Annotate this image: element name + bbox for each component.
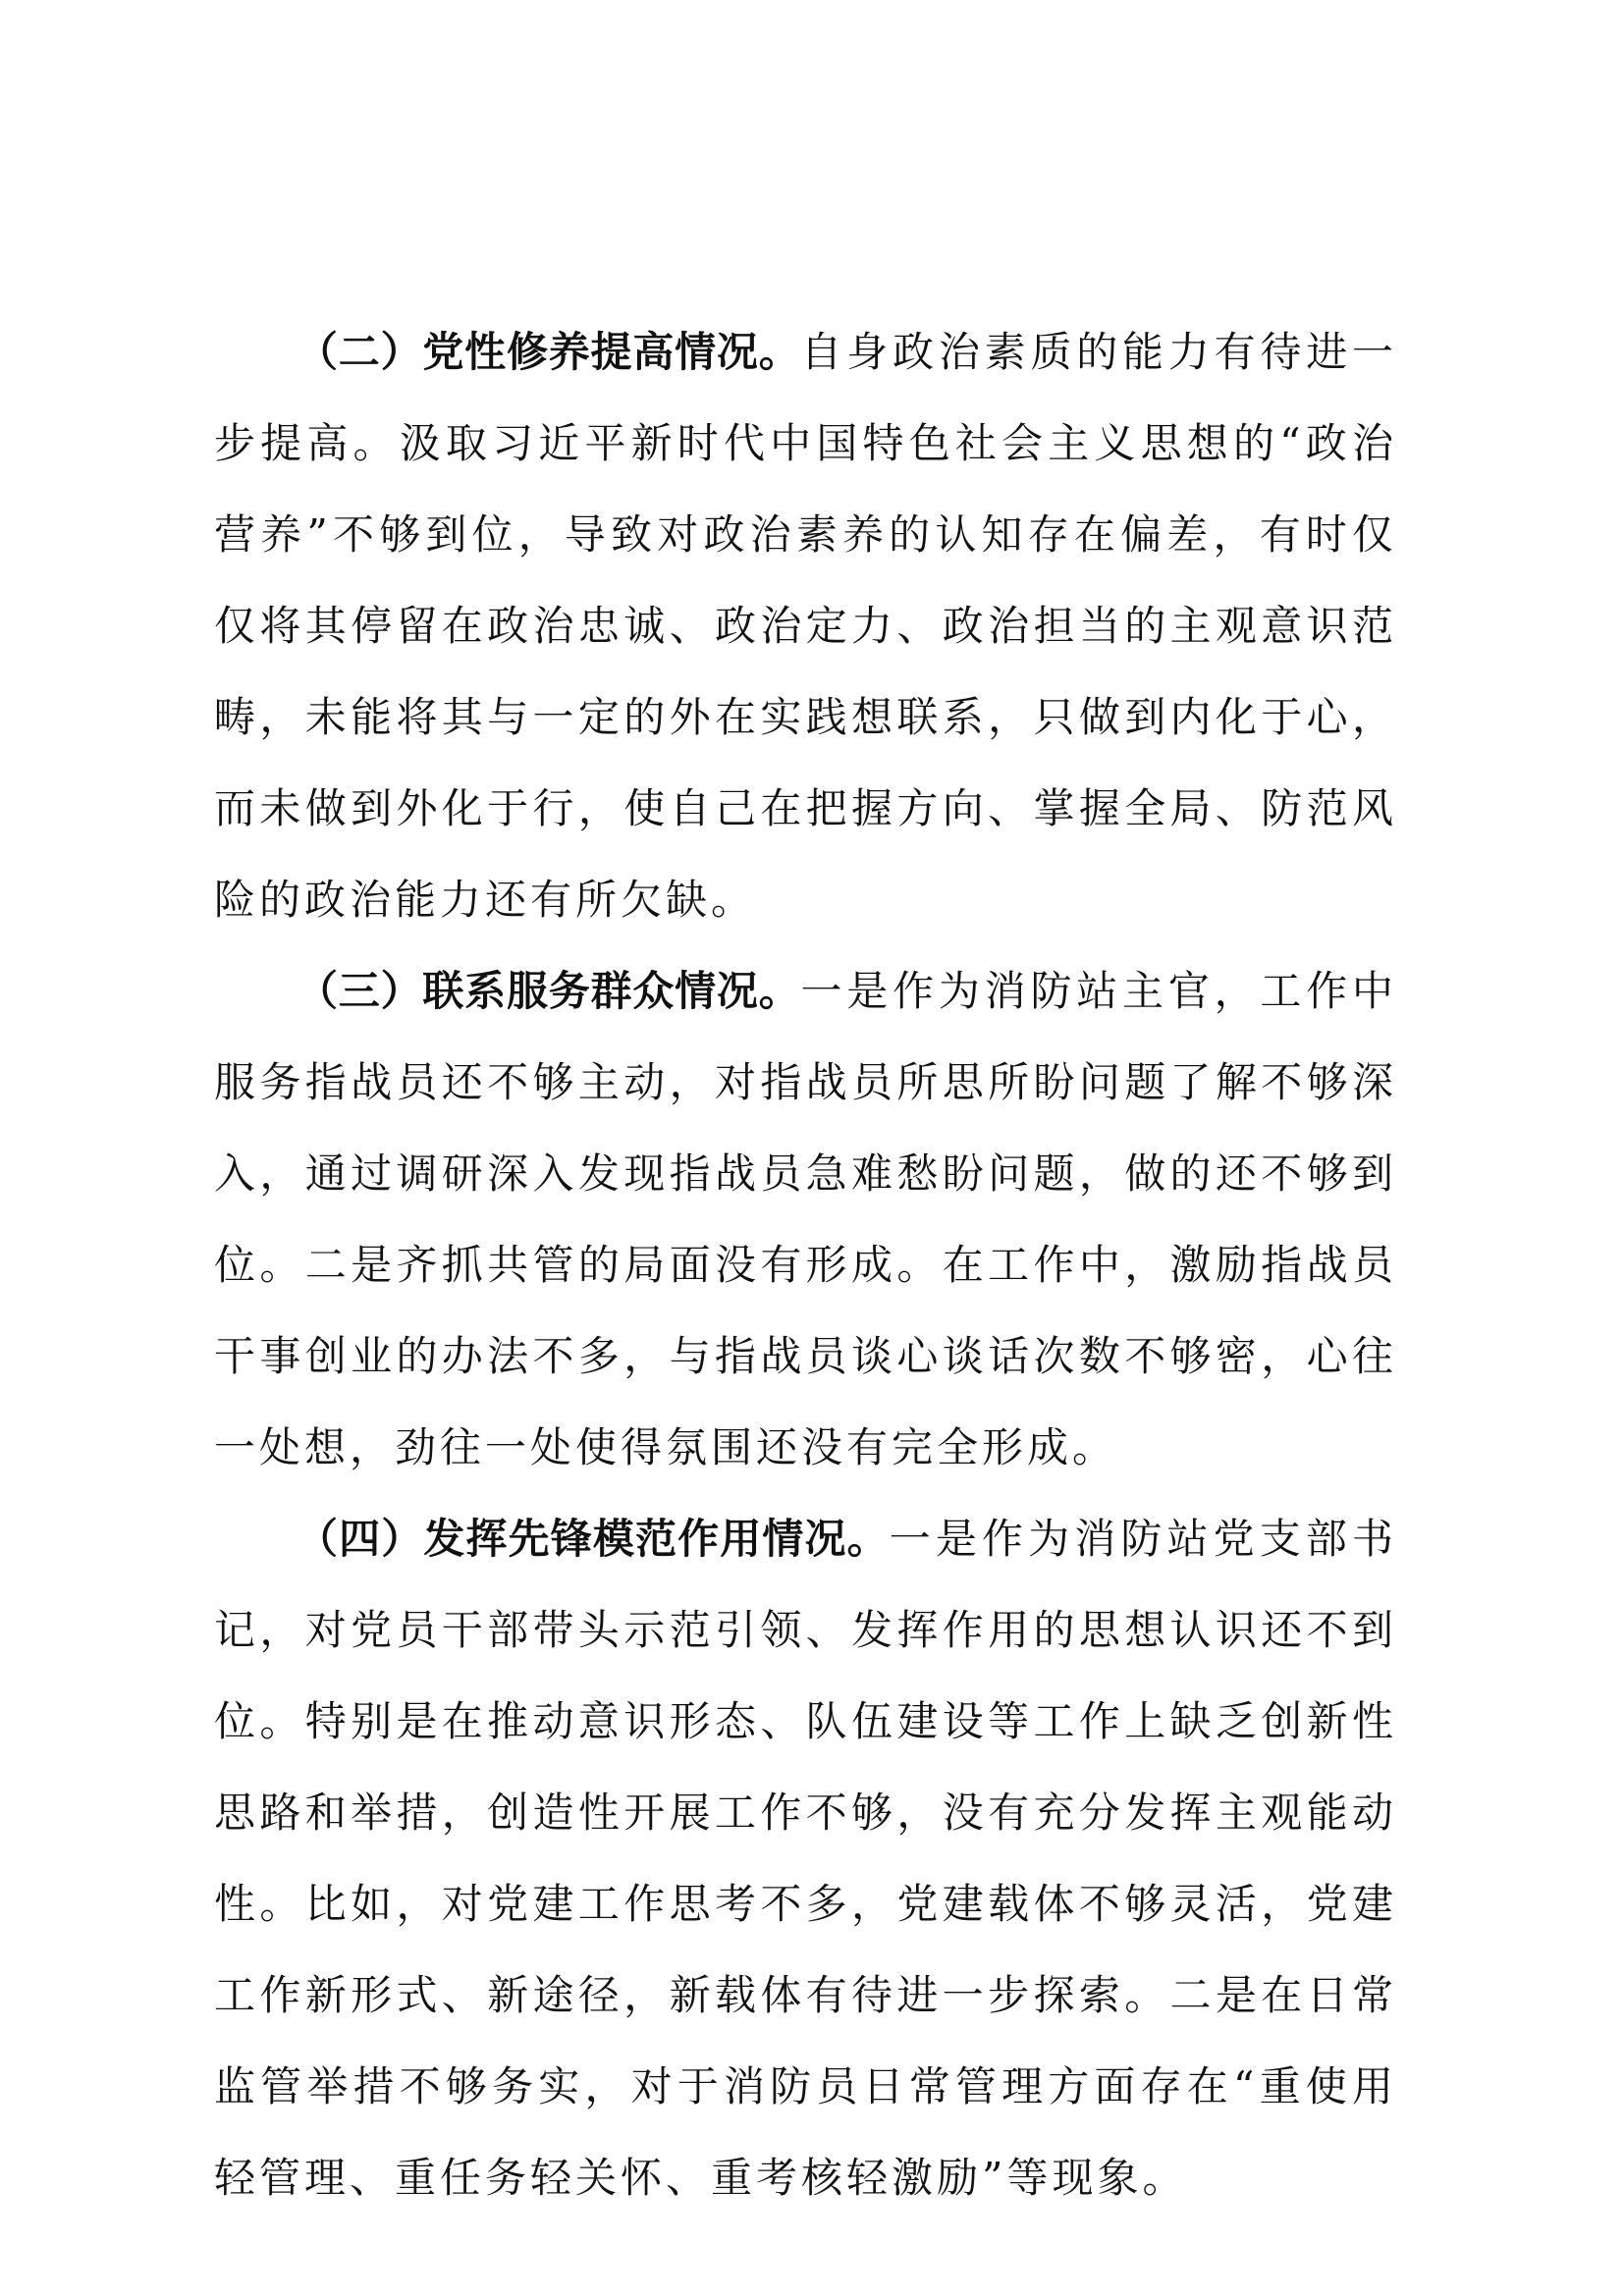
section-heading: （二）党性修养提高情况。 bbox=[297, 328, 801, 376]
section-heading: （三）联系服务群众情况。 bbox=[297, 967, 801, 1015]
paragraph-vanguard-role bbox=[214, 1493, 1397, 2223]
section-heading: （四）发挥先锋模范作用情况。 bbox=[297, 1515, 890, 1563]
paragraph-serving-masses bbox=[214, 945, 1397, 1493]
paragraph-party-spirit bbox=[214, 306, 1397, 945]
paragraph-text: 一是作为消防站党支部书记，对党员干部带头示范引领、发挥作用的思想认识还不到位。特别是在推动意识形态、队伍建设等工作上缺乏创新性思路和举措，创造性开展工作不够，没有充分发挥主观能动性。比如，对党建工作思考不多，党建载体不够灵活，党建工作新形式、新途径，新载体有待进一步探索。二是在日常监管举措不够务实，对于消防员日常管理方面存在“重使用轻管理、重任务轻关怀、重考核轻激励”等现象。 bbox=[214, 1515, 1397, 2202]
paragraph-text: 自身政治素质的能力有待进一步提高。汲取习近平新时代中国特色社会主义思想的“政治营养”不够到位，导致对政治素养的认知存在偏差，有时仅仅将其停留在政治忠诚、政治定力、政治担当的主观意识范畴，未能将其与一定的外在实践想联系，只做到内化于心，而未做到外化于行，使自己在把握方向、掌握全局、防范风险的政治能力还有所欠缺。 bbox=[214, 328, 1397, 924]
paragraph-text: 一是作为消防站主官，工作中服务指战员还不够主动，对指战员所思所盼问题了解不够深入，通过调研深入发现指战员急难愁盼问题，做的还不够到位。二是齐抓共管的局面没有形成。在工作中，激励指战员干事创业的办法不多，与指战员谈心谈话次数不够密，心往一处想，劲往一处使得氛围还没有完全形成。 bbox=[214, 967, 1397, 1471]
document-body bbox=[214, 306, 1397, 2223]
